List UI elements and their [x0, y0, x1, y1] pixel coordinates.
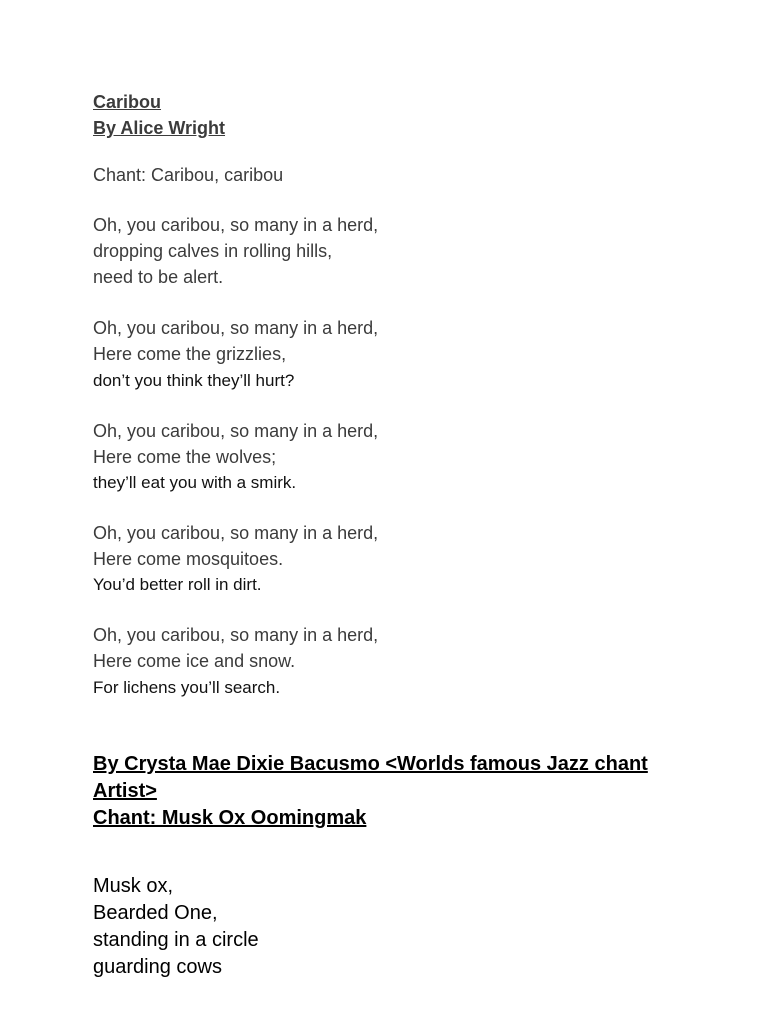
stanza-line: Here come ice and snow.	[93, 651, 296, 671]
poem2-author: By Crysta Mae Dixie Bacusmo <Worlds famous Jazz chant	[93, 753, 648, 775]
stanza-line: they’ll eat you with a smirk.	[93, 473, 297, 492]
chant-line: Chant: Caribou, caribou	[93, 165, 284, 185]
stanza-line: Here come the wolves;	[93, 447, 277, 467]
stanza-line: Oh, you caribou, so many in a herd,	[93, 421, 379, 441]
stanza-line: You’d better roll in dirt.	[93, 575, 262, 594]
poem2-line: guarding cows	[93, 956, 222, 978]
poem2-line: Bearded One,	[93, 902, 218, 924]
poem-title: Caribou	[93, 92, 162, 112]
stanza-line: dropping calves in rolling hills,	[93, 241, 333, 261]
poem2-author-cont: Artist>	[93, 780, 157, 802]
stanza-line: Here come the grizzlies,	[93, 344, 287, 364]
stanza-line: Oh, you caribou, so many in a herd,	[93, 523, 379, 543]
poem2-title: Chant: Musk Ox Oomingmak	[93, 807, 367, 829]
stanza-line: need to be alert.	[93, 267, 224, 287]
poem2-line: Musk ox,	[93, 875, 174, 897]
stanza-line: Oh, you caribou, so many in a herd,	[93, 318, 379, 338]
stanza-line: Oh, you caribou, so many in a herd,	[93, 215, 379, 235]
stanza-line: For lichens you’ll search.	[93, 678, 281, 697]
poem-author: By Alice Wright	[93, 118, 226, 138]
stanza-line: don’t you think they’ll hurt?	[93, 371, 295, 390]
stanza-line: Here come mosquitoes.	[93, 549, 284, 569]
poem2-line: standing in a circle	[93, 929, 259, 951]
stanza-line: Oh, you caribou, so many in a herd,	[93, 625, 379, 645]
